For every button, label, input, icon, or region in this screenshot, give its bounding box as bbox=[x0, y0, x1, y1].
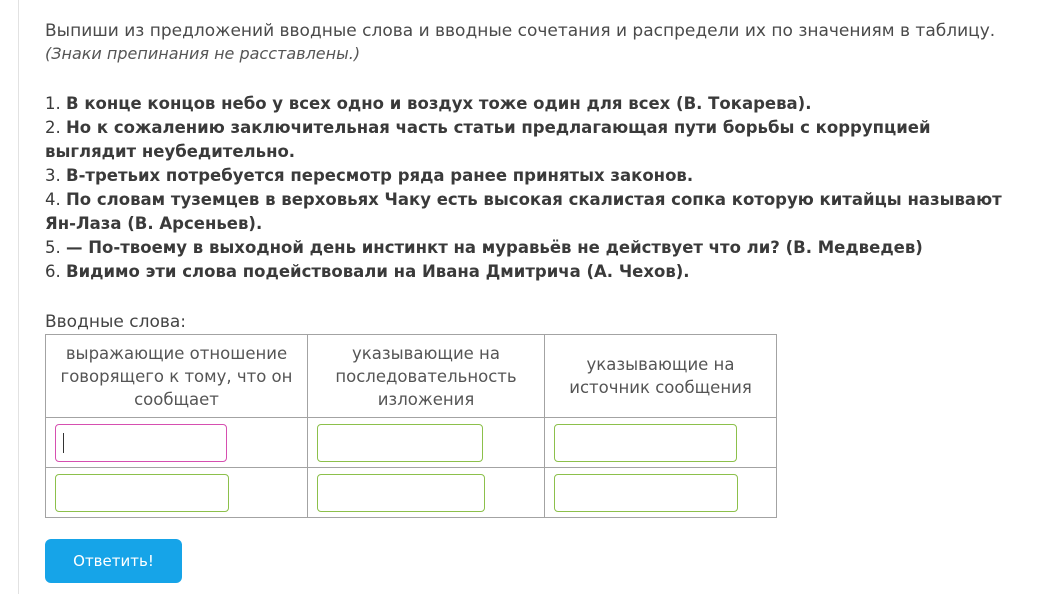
sentence-number: 4. bbox=[45, 190, 61, 209]
table-row bbox=[46, 468, 777, 518]
sentence-text: Но к сожалению заключительная часть статьи предлагающая пути борьбы с коррупцией выглядит неубедительно. bbox=[45, 118, 931, 161]
sentence-number: 3. bbox=[45, 166, 61, 185]
answer-input-r1-c2[interactable] bbox=[317, 424, 483, 462]
sentence-3 bbox=[45, 164, 1025, 188]
table-cell bbox=[545, 418, 777, 468]
sentence-number: 1. bbox=[45, 94, 61, 113]
table-cell bbox=[46, 418, 308, 468]
table-label: Вводные слова: bbox=[45, 312, 187, 332]
sentence-6 bbox=[45, 260, 1025, 284]
task-note: (Знаки препинания не расставлены.) bbox=[45, 44, 361, 63]
sentence-1 bbox=[45, 92, 1025, 116]
sentence-text: По словам туземцев в верховьях Чаку есть высокая скалистая сопка которую китайцы называют Ян-Лаза (В. Арсеньев). bbox=[45, 190, 1002, 233]
left-divider bbox=[18, 0, 19, 594]
sentence-text: Видимо эти слова подействовали на Ивана Дмитрича (А. Чехов). bbox=[66, 262, 690, 281]
input-wrapper bbox=[46, 424, 307, 462]
table-cell bbox=[308, 418, 545, 468]
header-source: указывающие на источник сообщения bbox=[545, 335, 777, 418]
text-caret bbox=[63, 433, 64, 453]
answer-input-r1-c3[interactable] bbox=[554, 424, 737, 462]
sentence-5 bbox=[45, 236, 1025, 260]
header-sequence: указывающие на последовательность изложения bbox=[308, 335, 545, 418]
table-cell bbox=[545, 468, 777, 518]
task-content bbox=[45, 19, 1025, 518]
sentence-text: В конце концов небо у всех одно и воздух тоже один для всех (В. Токарева). bbox=[66, 94, 812, 113]
answer-input-r2-c3[interactable] bbox=[554, 474, 738, 512]
sentence-4 bbox=[45, 188, 1025, 236]
table-cell bbox=[46, 468, 308, 518]
submit-answer-button[interactable]: Ответить! bbox=[45, 539, 182, 583]
sentence-text: В-третьих потребуется пересмотр ряда ранее принятых законов. bbox=[66, 166, 694, 185]
answer-input-r1-c1[interactable] bbox=[55, 424, 227, 462]
answer-table bbox=[45, 334, 777, 518]
sentence-number: 5. bbox=[45, 238, 61, 257]
sentence-number: 6. bbox=[45, 262, 61, 281]
task-instruction: Выпиши из предложений вводные слова и вводные сочетания и распредели их по значениям в таблицу. bbox=[45, 21, 996, 41]
table-row bbox=[46, 418, 777, 468]
sentence-list bbox=[45, 92, 1025, 284]
header-attitude: выражающие отношение говорящего к тому, что он сообщает bbox=[46, 335, 308, 418]
answer-input-r2-c2[interactable] bbox=[317, 474, 485, 512]
sentence-text: — По-твоему в выходной день инстинкт на муравьёв не действует что ли? (В. Медведев) bbox=[66, 238, 923, 257]
table-header-row bbox=[46, 335, 777, 418]
sentence-2 bbox=[45, 116, 1025, 164]
sentence-number: 2. bbox=[45, 118, 61, 137]
table-cell bbox=[308, 468, 545, 518]
answer-input-r2-c1[interactable] bbox=[55, 474, 229, 512]
